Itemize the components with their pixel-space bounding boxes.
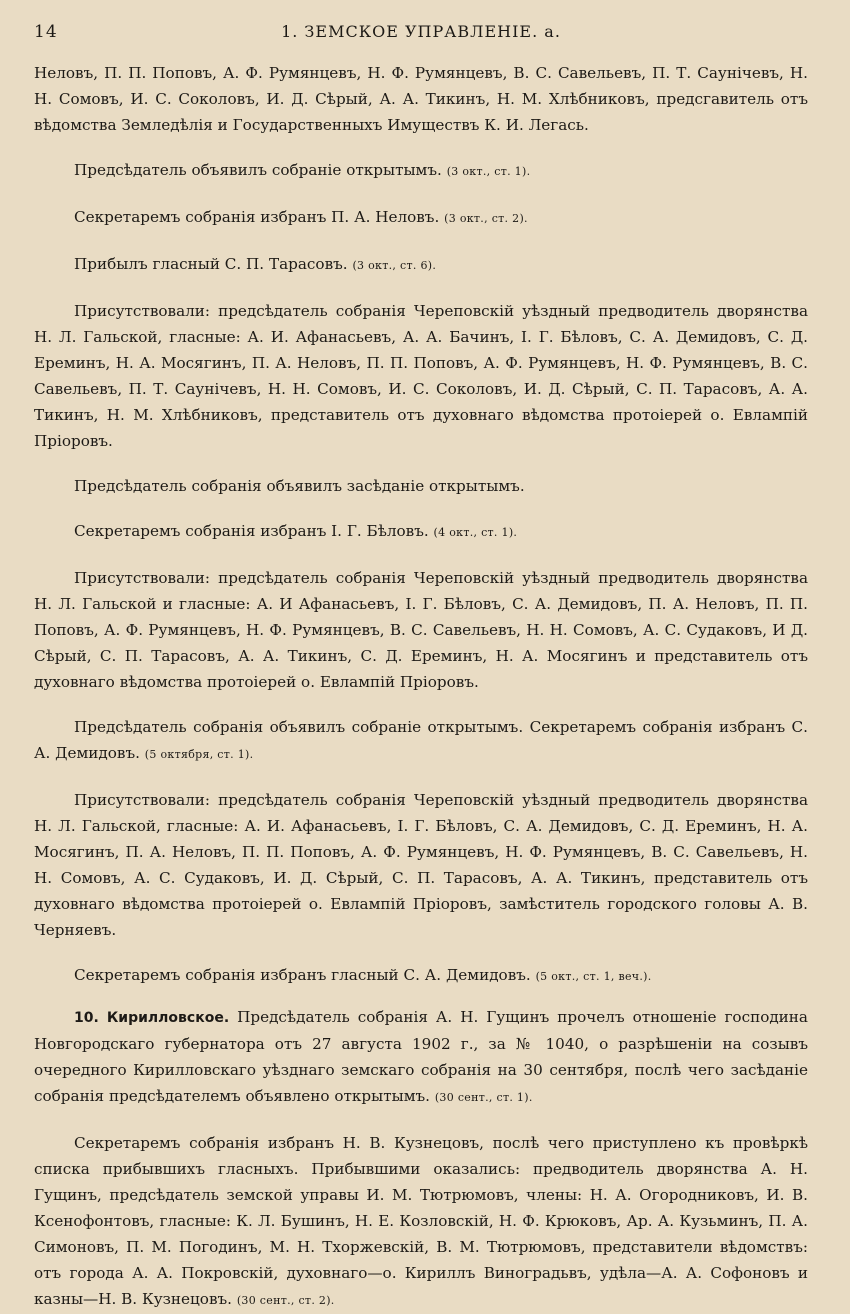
session-reference: (3 окт., ст. 6). [352, 259, 437, 272]
paragraph-2 [34, 157, 808, 185]
paragraph-10 [34, 787, 808, 943]
paragraph-text: Секретаремъ собранія избранъ П. А. Нелoвъ. [74, 208, 440, 226]
paragraph-4 [34, 251, 808, 279]
section-heading: 10. Кирилловское. [74, 1010, 230, 1026]
paragraph-text: Предсѣдатель объявилъ собраніе открытымъ. [74, 161, 442, 179]
paragraph-7 [34, 518, 808, 546]
paragraph-text: Присутствовали: предсѣдатель собранія Череповскій уѣздный предводитель дворянства Н. Л. Гальской и гласные: А. И Афанасьевъ, І. Г. Бѣловъ, С. А. Демидовъ, П. А. Нелoвъ, П. П. Поповъ, А. Ф. Румянцевъ, Н. Ф. Румянцевъ, В. С. Савельевъ, Н. Н. Сомовъ, А. С. Судаковъ, И Д. Сѣрый, С. П. Тарасовъ, А. А. Тикинъ, С. Д. Ереминъ, Н. А. Мосягинъ и представитель отъ духовнаго вѣдомства протоіерей о. Евлампій Пріоровъ. [34, 569, 808, 691]
paragraph-1 [34, 60, 808, 138]
running-title: 1. ЗЕМСКОЕ УПРАВЛЕНIЕ. а. [281, 22, 561, 41]
paragraph-text: Нелoвъ, П. П. Поповъ, А. Ф. Румянцевъ, Н. Ф. Румянцевъ, В. С. Савельевъ, П. Т. Саунічевъ, Н. Н. Сомовъ, И. С. Соколовъ, И. Д. Сѣрый, А. А. Тикинъ, Н. М. Хлѣбниковъ, предсгавитель отъ вѣдомства Земледѣлія и Государственныхъ Имуществъ К. И. Легась. [34, 64, 808, 134]
paragraph-6 [34, 473, 808, 499]
paragraph-12 [34, 1004, 808, 1111]
paragraph-5 [34, 298, 808, 454]
paragraph-9 [34, 714, 808, 768]
session-reference: (4 окт., ст. 1). [433, 526, 518, 539]
paragraph-text: Секретаремъ собранія избранъ Н. В. Кузнецовъ, послѣ чего приступлено къ провѣркѣ списка прибывшихъ гласныхъ. Прибывшими оказались: предводитель дворянства А. Н. Гущинъ, предсѣдатель земской управы И. М. Тютрюмовъ, члены: Н. А. Огородниковъ, И. В. Ксенофонтовъ, гласные: К. Л. Бушинъ, Н. Е. Козловскій, Н. Ф. Крюковъ, Ар. А. Кузьминъ, П. А. Симоновъ, П. М. Погодинъ, М. Н. Тхоржевскій, В. М. Тютрюмовъ, представители вѣдомствъ: отъ города А. А. Покровскій, духовнаго—о. Кириллъ Виноградьвъ, удѣла—А. А. Софоновъ и казны—Н. В. Кузнецовъ. [34, 1134, 808, 1308]
session-reference: (5 окт., ст. 1, веч.). [535, 970, 652, 983]
session-reference: (3 окт., ст. 1). [446, 165, 531, 178]
paragraph-text: Предсѣдатель собранія А. Н. Гущинъ прочелъ отношеніе господина Новгородскаго губернатора отъ 27 августа 1902 г., за № 1040, о разрѣшеніи на созывъ очередного Кирилловскаго уѣзднаго земскаго собранія на 30 сентября, послѣ чего засѣданіе собранія предсѣдателемъ объявлено открытымъ. [34, 1008, 808, 1105]
paragraph-8 [34, 565, 808, 695]
page-header [34, 22, 808, 42]
paragraph-3 [34, 204, 808, 232]
paragraph-text: Секретаремъ собранія избранъ гласный С. А. Демидовъ. [74, 966, 531, 984]
paragraph-text: Присутствовали: предсѣдатель собранія Череповскій уѣздный предводитель дворянства Н. Л. Гальской, гласные: А. И. Афанасьевъ, І. Г. Бѣловъ, С. А. Демидовъ, С. Д. Ереминъ, Н. А. Мосягинъ, П. А. Нелoвъ, П. П. Поповъ, А. Ф. Румянцевъ, Н. Ф. Румянцевъ, В. С. Савельевъ, Н. Н. Сомовъ, А. С. Судаковъ, И. Д. Сѣрый, С. П. Тарасовъ, А. А. Тикинъ, представитель отъ духовнаго вѣдомства протоіерей о. Евлампій Пріоровъ, замѣститель городского головы А. В. Черняевъ. [34, 791, 808, 939]
session-reference: (30 сент., ст. 2). [236, 1294, 335, 1307]
session-reference: (3 окт., ст. 2). [444, 212, 528, 225]
paragraph-text: Предсѣдатель собранія объявилъ засѣданіе открытымъ. [74, 477, 525, 495]
paragraph-text: Предсѣдатель собранія объявилъ собраніе открытымъ. Секретаремъ собранія избранъ С. А. Демидовъ. [34, 718, 808, 762]
paragraph-11 [34, 962, 808, 990]
paragraph-text: Присутствовали: предсѣдатель собранія Череповскій уѣздный предводитель дворянства Н. Л. Гальской, гласные: А. И. Афанасьевъ, А. А. Бачинъ, І. Г. Бѣловъ, С. А. Демидовъ, С. Д. Ереминъ, Н. А. Мосягинъ, П. А. Нелoвъ, П. П. Поповъ, А. Ф. Румянцевъ, Н. Ф. Румянцевъ, В. С. Савельевъ, П. Т. Саунічевъ, Н. Н. Сомовъ, И. С. Соколовъ, И. Д. Сѣрый, С. П. Тарасовъ, А. А. Тикинъ, Н. М. Хлѣбниковъ, представитель отъ духовнаго вѣдомства протоіерей о. Евлампій Пріоровъ. [34, 302, 808, 450]
paragraph-text: Прибылъ гласный С. П. Тарасовъ. [74, 255, 348, 273]
paragraph-13 [34, 1130, 808, 1314]
page-number: 14 [34, 22, 58, 42]
session-reference: (30 сент., ст. 1). [434, 1091, 533, 1104]
paragraph-text: Секретаремъ собранія избранъ І. Г. Бѣловъ. [74, 522, 429, 540]
session-reference: (5 октября, ст. 1). [144, 748, 254, 761]
